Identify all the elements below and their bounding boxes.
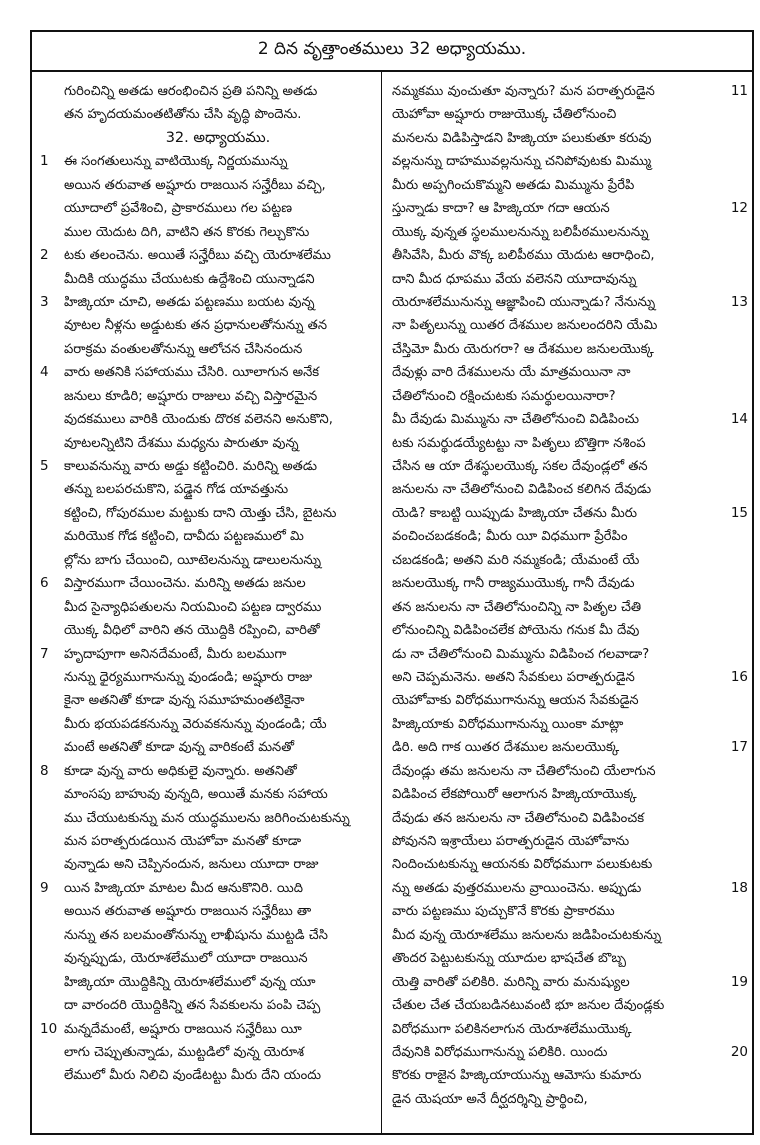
line-text: నిందించుటకున్ను ఆయనకు విరోధముగా పలుకుటకు (392, 857, 653, 873)
line-text: వారు అతనికి సహాయము చేసిరి. యీలాగున అనేక (64, 365, 320, 381)
text-line (40, 150, 374, 173)
line-text: లాగు చెప్పుతున్నాడు, ముట్టడిలో వున్న యెరూశ (64, 1044, 305, 1060)
text-line (40, 291, 374, 314)
text-line (40, 994, 374, 1017)
verse-number: 13 (730, 293, 748, 310)
line-text: టకు తలంచెను. అయితే సన్హేరీబు వచ్చి యెరూశలేము (64, 248, 331, 264)
line-text: కూడా వున్న వారు అధికులై వున్నారు. అతనితో (64, 763, 297, 779)
text-line (390, 830, 748, 853)
text-line (390, 760, 748, 783)
text-line (40, 877, 374, 900)
text-line (40, 689, 374, 712)
line-text: చేతిలోనుంచి రక్షించుటకు సమర్థులయినారా? (392, 388, 616, 404)
text-line (390, 994, 748, 1017)
line-text: మీరు అప్పగించుకొమ్మని అతడు మిమ్మును ప్రేరేపి (392, 177, 635, 193)
text-line (40, 807, 374, 830)
text-line (40, 408, 374, 431)
text-line (390, 502, 748, 525)
text-line (390, 1041, 748, 1064)
line-text: ము చేయుటకున్ను మన యుద్ధములను జరిగించుటకున్ను (64, 810, 350, 826)
verse-number: 15 (730, 504, 748, 521)
line-text: లోనుంచిన్ని విడిపించలేక పోయెను గనుక మీ దేవు (392, 623, 640, 639)
text-line (40, 455, 374, 478)
text-line (40, 783, 374, 806)
text-line (390, 432, 748, 455)
text-line (390, 127, 748, 150)
text-line (40, 268, 374, 291)
line-text: పోవునని ఇశ్రాయేలు పరాత్పరుడైన యెహోవాను (392, 834, 630, 849)
line-text: గురించిన్ని అతడు ఆరంభించిన ప్రతి పనిన్ని అతడు (64, 84, 318, 99)
line-text: మీరు భయపడకనున్ను వెరువకనున్ను వుండండి; యే (64, 716, 327, 732)
text-line (390, 900, 748, 923)
line-text: తొందర పెట్టుటకున్ను యూదుల భాషచేత బొబ్బ (392, 951, 627, 967)
text-line (40, 596, 374, 619)
text-line (40, 103, 374, 126)
line-text: వూటల నీళ్లను అడ్డుటకు తన ప్రధానులతోనున్ను తన (64, 318, 328, 334)
text-line (390, 924, 748, 947)
line-text: యిన హిజ్కియా మాటల మీద ఆనుకొనిరి. యిది (64, 880, 304, 896)
chapter-heading (40, 127, 374, 150)
verse-number: 17 (730, 739, 748, 756)
line-text: కైనా అతనితో కూడా వున్న సమూహమంతటికైనా (64, 693, 305, 709)
line-text: న్ను అతడు వుత్తరములను వ్రాయించెను. అప్పుడు (392, 880, 642, 896)
line-text: టకు సమర్థుడయ్యేటట్టు నా పితృలు బొత్తిగా నశింప (392, 435, 646, 451)
text-line (40, 244, 374, 267)
line-text: వున్నప్పుడు, యెరూశలేములో యూదా రాజయిన (64, 951, 308, 967)
verse-number: 19 (730, 973, 748, 990)
line-text: యెహోవాకు విరోధముగానున్ను ఆయన సేవకుడైన (392, 693, 639, 709)
line-text: తీసివేసి, మీరు వొక్క బలిపీఠము యెదుట ఆరాధించి, (392, 248, 655, 264)
line-text: పరాక్రమ వంతులతోనున్ను ఆలోచన చేసినందున (64, 341, 303, 357)
text-line (390, 150, 748, 173)
scripture-page (30, 30, 754, 1135)
page-title: 2 దిన వృత్తాంతములు 32 అధ్యాయము. (257, 39, 527, 59)
line-text: చేస్తిమో మీరు యెరుగరా? ఆ దేశముల జనులయొక్క (392, 341, 654, 357)
text-line (390, 666, 748, 689)
line-text: మన పరాత్పరుడయిన యెహోవా మనతో కూడా (64, 834, 302, 849)
line-text: యెహోవా అష్షూరు రాజుయొక్క చేతిలోనుంచి (392, 107, 617, 123)
text-line (390, 244, 748, 267)
line-text: డైన యెషయా అనే దీర్ఘదర్శిన్ని ప్రార్థించి, (392, 1091, 588, 1107)
line-text: మన్నదేమంటే, అష్షూరు రాజయిన సన్హేరీబు యీ (64, 1021, 302, 1037)
line-text: హిజ్కియా యొద్దికిన్ని యెరూశలేములో వున్న యూ (64, 974, 316, 990)
left-column (40, 80, 374, 1127)
text-line (390, 174, 748, 197)
line-text: స్తున్నాడు కాదా? ఆ హిజ్కియా గదా ఆయన (392, 201, 610, 217)
text-line (40, 1018, 374, 1041)
line-text: కట్టించి, గోపురముల మట్టుకు దాని యెత్తు చేసి, బైటను (64, 505, 337, 521)
line-text: దేవుండ్లు తమ జనులను నా చేతిలోనుంచి యేలాగున (392, 763, 656, 779)
text-line (390, 877, 748, 900)
verse-number: 16 (730, 668, 748, 685)
text-line (40, 549, 374, 572)
text-line (40, 80, 374, 103)
verse-number: 8 (40, 762, 49, 779)
line-text: 32. అధ్యాయము. (165, 129, 271, 146)
text-line (40, 736, 374, 759)
text-line (390, 596, 748, 619)
line-text: మీదికి యుద్ధము చేయుటకు ఉద్దేశించి యున్నాడని (64, 271, 315, 287)
text-line (40, 1041, 374, 1064)
text-line (390, 385, 748, 408)
line-text: తన హృదయమంతటితోను చేసి వృద్ధి పొందెను. (64, 107, 302, 123)
line-text: జనులయొక్క గానీ రాజ్యముయొక్క గానీ దేవుడు (392, 576, 635, 592)
text-line (390, 197, 748, 220)
line-text: హిజ్కియాకు విరోధముగానున్ను యింకా మాట్లా (392, 716, 624, 732)
text-line (390, 478, 748, 501)
line-text: యూదాలో ప్రవేశించి, ప్రాకారములు గల పట్టణ (64, 201, 293, 217)
line-text: వున్నాడు అని చెప్పినందున, జనులు యూదా రాజు (64, 857, 319, 873)
line-text: యెరూశలేమునున్ను ఆజ్ఞాపించి యున్నాడు? నేనున్ను (392, 294, 656, 310)
text-line (40, 924, 374, 947)
line-text: విరోధముగా పలికినలాగున యెరూశలేముయొక్క (392, 1021, 632, 1037)
line-text: వంచించబడకండి; మీరు యీ విధముగా ప్రేరేపిం (392, 529, 628, 545)
verse-number: 1 (40, 153, 49, 170)
line-text: విడిపించ లేకపోయిరో ఆలాగున హిజ్కియాయొక్క (392, 787, 637, 803)
text-line (40, 174, 374, 197)
line-text: డిరి. అది గాక యితర దేశముల జనులయొక్క (392, 740, 620, 756)
verse-number: 18 (730, 879, 748, 896)
text-line (390, 525, 748, 548)
verse-number: 5 (40, 458, 49, 474)
line-text: చబడకండి; అతని మరి నమ్మకండి; యేమంటే యే (392, 552, 640, 568)
line-text: యెడి? కాబట్టి యిప్పుడు హిజ్కియా చేతను మీరు (392, 505, 638, 521)
text-line (40, 221, 374, 244)
text-line (390, 1018, 748, 1041)
line-text: దేవునికి విరోధముగానున్ను పలికిరి. యిందు (392, 1044, 608, 1060)
text-line (390, 643, 748, 666)
text-line (40, 830, 374, 853)
text-line (390, 221, 748, 244)
text-line (390, 268, 748, 291)
text-line (40, 853, 374, 876)
line-text: ల్లోను బాగు చేయించి, యీటెలనున్ను డాలులనున్ను (64, 552, 322, 568)
line-text: విస్తారముగా చేయించెను. మరిన్ని అతడు జనుల (64, 576, 306, 592)
verse-number: 4 (40, 364, 49, 381)
line-text: కాలువనున్ను వారు అడ్డు కట్టించిరి. మరిన్ని అతడు (64, 459, 318, 474)
line-text: లేములో మీరు నిలిచి వుండేటట్టు మీరు దేని యందు (64, 1068, 322, 1084)
line-text: వుదకములు వారికి యెందుకు దొరక వలెనని అనుకొని, (64, 412, 333, 428)
text-line (390, 619, 748, 642)
line-text: యొక్క వీధిలో వారిని తన యొద్దికి రప్పించి, వారితో (64, 623, 320, 639)
text-line (40, 572, 374, 595)
text-line (390, 103, 748, 126)
line-text: వారు పట్టణము పుచ్చుకొనే కొరకు ప్రాకారము (392, 904, 615, 920)
line-text: దేవుడు తన జనులను నా చేతిలోనుంచి విడిపించక (392, 810, 645, 826)
text-line (390, 1088, 748, 1111)
verse-number: 6 (40, 575, 49, 592)
line-text: అయిన తరువాత అష్షూరు రాజయిన సన్హేరీబు తా (64, 904, 312, 920)
verse-number: 14 (730, 411, 748, 428)
text-line (40, 197, 374, 220)
line-text: వూటలన్నిటిని దేశము మధ్యను పారుతూ వున్న (64, 435, 299, 451)
text-line (40, 525, 374, 548)
line-text: మాంసపు బాహువు వున్నది, అయితే మనకు సహాయ (64, 787, 328, 803)
verse-number: 12 (730, 200, 748, 217)
line-text: జనులను నా చేతిలోనుంచి విడిపించ కలిగిన దేవుడు (392, 482, 652, 498)
line-text: దేవుళ్లు వారి దేశములను యే మాత్రమయినా నా (392, 365, 631, 381)
text-line (390, 689, 748, 712)
verse-number: 3 (40, 293, 49, 310)
text-line (390, 572, 748, 595)
text-line (390, 1064, 748, 1087)
text-line (40, 478, 374, 501)
right-column (390, 80, 748, 1127)
column-divider (381, 72, 382, 1133)
line-text: చేతుల చేత చేయబడినటువంటి భూ జనుల దేవుండ్లకు (392, 998, 665, 1014)
line-text: అని చెప్పమనెను. అతని సేవకులు పరాత్పరుడైన (392, 669, 635, 685)
line-text: మీద సైన్యాధిపతులను నియమించి పట్టణ ద్వారము (64, 599, 322, 615)
text-line (40, 666, 374, 689)
text-line (390, 971, 748, 994)
verse-number: 20 (730, 1043, 748, 1060)
line-text: దాని మీద ధూపము వేయ వలెనని యూదావున్ను (392, 271, 637, 287)
text-line (390, 338, 748, 361)
text-line (390, 853, 748, 876)
text-line (390, 549, 748, 572)
text-line (40, 385, 374, 408)
verse-number: 7 (40, 645, 49, 662)
verse-number: 9 (40, 879, 49, 896)
line-text: నున్ను తన బలమంతోనున్ను లాఖీషును ముట్టడి చేసి (64, 927, 328, 943)
text-line (40, 947, 374, 970)
line-text: మీద వున్న యెరూశలేము జనులను జడిపించుటకున్ను (392, 927, 662, 943)
line-text: మంటే అతనితో కూడా వున్న వారికంటే మనతో (64, 740, 295, 756)
text-line (390, 713, 748, 736)
text-line (390, 783, 748, 806)
text-line (390, 80, 748, 103)
line-text: హృదాపూగా అనినదేమంటే, మీరు బలముగా (64, 646, 287, 662)
text-line (40, 971, 374, 994)
line-text: ఈ సంగతులున్ను వాటియొక్క నిర్ణయమున్ను (64, 154, 288, 170)
text-line (40, 900, 374, 923)
text-line (390, 291, 748, 314)
line-text: కొరకు రాజైన హిజ్కియాయున్ను ఆమోసు కుమారు (392, 1068, 642, 1084)
line-text: జనులు కూడిరి; అష్షూరు రాజులు వచ్చి విస్తారమైన (64, 388, 318, 404)
verse-number: 11 (730, 83, 748, 99)
line-text: యెత్తి వారితో పలికిరి. మరిన్ని వారు మనుష్యుల (392, 974, 630, 990)
verse-number: 10 (40, 1020, 58, 1037)
line-text: అయిన తరువాత అష్షూరు రాజయిన సన్హేరీబు వచ్చి, (64, 177, 326, 193)
line-text: ముల యెదుట దిగి, వాటిని తన కొరకు గెల్చుకొను (64, 224, 310, 240)
text-line (40, 361, 374, 384)
line-text: యొక్క వున్నత స్థలములనున్ను బలిపీఠములనున్ను (392, 224, 649, 240)
line-text: మరియొక గోడ కట్టించి, దావీదు పట్టణములో మి (64, 529, 304, 545)
text-line (40, 502, 374, 525)
text-line (390, 807, 748, 830)
text-line (40, 314, 374, 337)
text-line (40, 643, 374, 666)
line-text: నమ్మకము వుంచుతూ వున్నారు? మన పరాత్పరుడైన (392, 84, 655, 99)
text-line (40, 432, 374, 455)
line-text: నా పితృలున్ను యితర దేశముల జనులందరిని యేమి (392, 318, 658, 334)
verse-number: 2 (40, 247, 49, 264)
text-line (390, 736, 748, 759)
text-line (390, 947, 748, 970)
page-header (32, 32, 752, 72)
line-text: తన జనులను నా చేతిలోనుంచిన్ని నా పితృల చేతి (392, 599, 642, 615)
line-text: మనలను విడిపిస్తాడని హిజ్కియా పలుకుతూ కరువు (392, 130, 652, 146)
line-text: వల్లనున్ను దాహమువల్లనున్ను చనిపోవుటకు మిమ్ము (392, 154, 652, 170)
text-line (40, 713, 374, 736)
line-text: డు నా చేతిలోనుంచి మిమ్మును విడిపించ గలవాడా? (392, 646, 650, 662)
text-line (390, 408, 748, 431)
line-text: చేసిన ఆ యా దేశస్థులయొక్క సకల దేవుండ్లలో తన (392, 459, 648, 474)
line-text: నున్ను ధైర్యముగానున్ను వుండండి; అష్షూరు రాజు (64, 669, 313, 685)
text-line (390, 455, 748, 478)
line-text: తన్ను బలపరచుకొని, పడ్డైన గోడ యావత్తును (64, 482, 289, 498)
text-line (390, 361, 748, 384)
text-line (40, 1064, 374, 1087)
text-line (390, 314, 748, 337)
line-text: మీ దేవుడు మిమ్మును నా చేతిలోనుంచి విడిపించు (392, 412, 639, 428)
line-text: హిజ్కియా చూచి, అతడు పట్టణము బయట వున్న (64, 294, 315, 310)
line-text: దా వారందరి యొద్దికిన్ని తన సేవకులను పంపి చెప్ప (64, 998, 321, 1014)
text-line (40, 760, 374, 783)
text-line (40, 619, 374, 642)
text-line (40, 338, 374, 361)
